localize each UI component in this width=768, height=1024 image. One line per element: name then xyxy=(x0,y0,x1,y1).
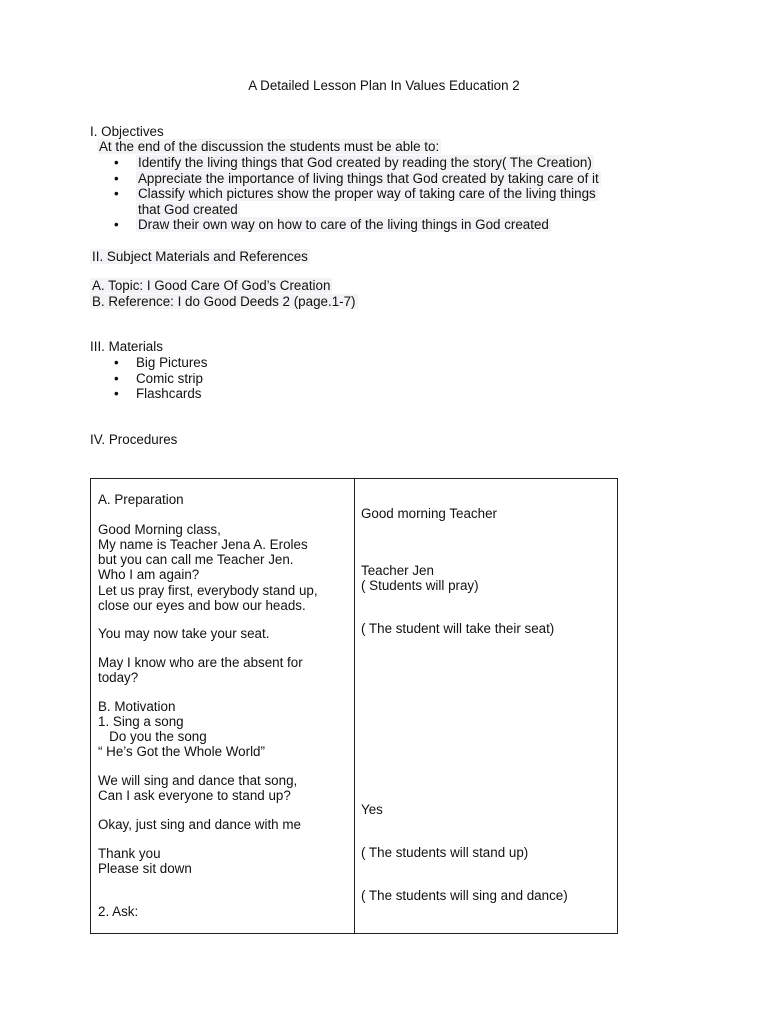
teacher-line: Thank you xyxy=(98,846,161,861)
objectives-intro: At the end of the discussion the students must be able to: xyxy=(99,139,440,154)
student-line: ( The students will sing and dance) xyxy=(361,888,568,903)
objectives-heading: I. Objectives xyxy=(90,124,164,139)
student-line: ( Students will pray) xyxy=(361,578,479,593)
objectives-list xyxy=(90,155,601,233)
teacher-line: You may now take your seat. xyxy=(98,626,270,641)
procedures-table xyxy=(90,478,618,934)
teacher-line: Can I ask everyone to stand up? xyxy=(98,788,291,803)
teacher-line: My name is Teacher Jena A. Eroles xyxy=(98,537,308,552)
teacher-line: 1. Sing a song xyxy=(98,714,184,729)
teacher-line: but you can call me Teacher Jen. xyxy=(98,552,294,567)
list-item: • Comic strip xyxy=(90,371,207,387)
table-column-divider xyxy=(354,479,355,933)
student-line: Yes xyxy=(361,802,383,817)
materials-heading: III. Materials xyxy=(90,339,163,354)
teacher-line: close our eyes and bow our heads. xyxy=(98,598,306,613)
teacher-line: 2. Ask: xyxy=(98,904,139,919)
teacher-line: B. Motivation xyxy=(98,699,176,714)
list-item: • Big Pictures xyxy=(90,355,207,371)
list-item: • Draw their own way on how to care of the living things in God created xyxy=(90,217,601,233)
student-line: ( The students will stand up) xyxy=(361,845,529,860)
subject-reference: B. Reference: I do Good Deeds 2 (page.1-7) xyxy=(92,294,356,309)
procedures-heading: IV. Procedures xyxy=(90,432,178,447)
teacher-line: Do you the song xyxy=(98,729,207,744)
teacher-line: Let us pray first, everybody stand up, xyxy=(98,583,318,598)
teacher-line: “ He’s Got the Whole World” xyxy=(98,744,265,759)
subject-heading: II. Subject Materials and References xyxy=(92,249,308,264)
list-item: • Appreciate the importance of living things that God created by taking care of it xyxy=(90,171,601,187)
page-title: A Detailed Lesson Plan In Values Education 2 xyxy=(248,78,520,93)
teacher-line: May I know who are the absent for xyxy=(98,655,303,670)
teacher-line: Please sit down xyxy=(98,861,192,876)
teacher-line: We will sing and dance that song, xyxy=(98,773,298,788)
subject-topic: A. Topic: I Good Care Of God’s Creation xyxy=(92,278,331,293)
teacher-line: today? xyxy=(98,670,139,685)
teacher-line: Who I am again? xyxy=(98,567,200,582)
teacher-line: Okay, just sing and dance with me xyxy=(98,817,301,832)
list-item: • Classify which pictures show the proper way of taking care of the living things xyxy=(90,186,601,202)
student-line: Good morning Teacher xyxy=(361,506,497,521)
list-item: • Flashcards xyxy=(90,386,207,402)
teacher-line: A. Preparation xyxy=(98,492,184,507)
student-line: Teacher Jen xyxy=(361,563,434,578)
student-line: ( The student will take their seat) xyxy=(361,621,555,636)
list-item: • Identify the living things that God created by reading the story( The Creation) xyxy=(90,155,601,171)
list-item-continuation: that God created xyxy=(138,201,238,217)
teacher-line: Good Morning class, xyxy=(98,522,221,537)
materials-list xyxy=(90,355,207,402)
